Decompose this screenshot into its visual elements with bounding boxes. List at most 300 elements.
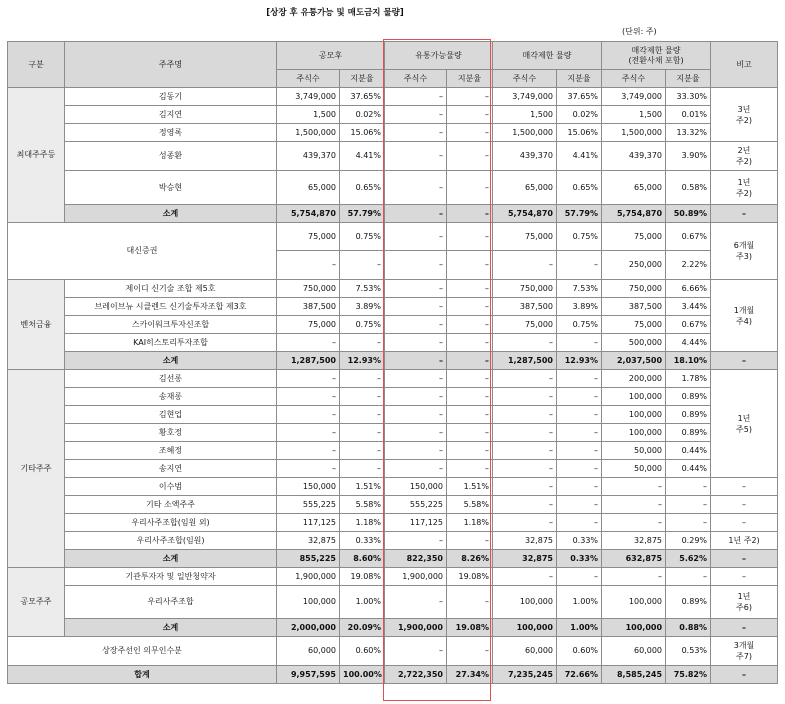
- holder-name: 김동기: [65, 88, 277, 106]
- table-row: [8, 280, 778, 298]
- restricted-cb-shares-cell: 100,000: [602, 406, 666, 424]
- table-row: [8, 334, 778, 352]
- tradable-shares-cell: –: [385, 223, 447, 251]
- tradable-shares-cell: –: [385, 298, 447, 316]
- restricted-cb-ratio-cell: 13.32%: [666, 124, 711, 142]
- table-row: [8, 106, 778, 124]
- holder-name: 우리사주조합(임원): [65, 532, 277, 550]
- after-ipo-shares-cell: 32,875: [277, 532, 340, 550]
- holder-name: 브레이브뉴 시클렌드 신기술투자조합 제3호: [65, 298, 277, 316]
- restricted-shares-cell: 75,000: [493, 316, 557, 334]
- after-ipo-shares-cell: 750,000: [277, 280, 340, 298]
- holder-name: 김선롱: [65, 370, 277, 388]
- unit-label: (단위: 주): [622, 27, 657, 36]
- tradable-ratio-cell: –: [447, 316, 493, 334]
- after-ipo-ratio-cell: 0.02%: [340, 106, 385, 124]
- restricted-shares-cell: –: [493, 370, 557, 388]
- restricted-cb-ratio-cell: 0.89%: [666, 586, 711, 619]
- restricted-cb-shares-cell: 75,000: [602, 223, 666, 251]
- subtotal-row: [8, 205, 778, 223]
- tradable-shares-cell: 1,900,000: [385, 619, 447, 637]
- restricted-cb-shares-cell: 100,000: [602, 619, 666, 637]
- tradable-shares-cell: 150,000: [385, 478, 447, 496]
- after-ipo-shares-cell: 1,287,500: [277, 352, 340, 370]
- restricted-shares-cell: 3,749,000: [493, 88, 557, 106]
- restricted-ratio-cell: 1.00%: [557, 586, 602, 619]
- group-label-public: 공모주주: [8, 568, 65, 637]
- holder-name: 성종환: [65, 142, 277, 171]
- table-row: [8, 424, 778, 442]
- restricted-shares-cell: –: [493, 496, 557, 514]
- restricted-cb-shares-cell: 2,037,500: [602, 352, 666, 370]
- restricted-cb-shares-cell: 250,000: [602, 251, 666, 280]
- restricted-cb-ratio-cell: 0.01%: [666, 106, 711, 124]
- tradable-shares-cell: –: [385, 352, 447, 370]
- restricted-ratio-cell: –: [557, 388, 602, 406]
- restricted-cb-ratio-cell: –: [666, 478, 711, 496]
- tradable-shares-cell: 2,722,350: [385, 666, 447, 684]
- after-ipo-ratio-cell: –: [340, 334, 385, 352]
- note-dash: –: [711, 478, 778, 496]
- restricted-cb-shares-cell: 32,875: [602, 532, 666, 550]
- header-after-ipo: 공모후: [277, 42, 385, 70]
- after-ipo-ratio-cell: 0.75%: [340, 223, 385, 251]
- after-ipo-ratio-cell: 15.06%: [340, 124, 385, 142]
- total-row: [8, 666, 778, 684]
- after-ipo-shares-cell: 65,000: [277, 171, 340, 205]
- after-ipo-ratio-cell: 5.58%: [340, 496, 385, 514]
- restricted-cb-ratio-cell: 0.89%: [666, 388, 711, 406]
- tradable-ratio-cell: 5.58%: [447, 496, 493, 514]
- holder-name: 송지연: [65, 460, 277, 478]
- table-row: [8, 124, 778, 142]
- restricted-shares-cell: –: [493, 334, 557, 352]
- restricted-ratio-cell: –: [557, 334, 602, 352]
- restricted-cb-ratio-cell: 5.62%: [666, 550, 711, 568]
- holder-daishin: 대신증권: [8, 223, 277, 280]
- holder-name: 송재롱: [65, 388, 277, 406]
- holder-name: 박승현: [65, 171, 277, 205]
- after-ipo-ratio-cell: 0.33%: [340, 532, 385, 550]
- restricted-cb-ratio-cell: 0.67%: [666, 223, 711, 251]
- holder-name: 조혜정: [65, 442, 277, 460]
- restricted-cb-ratio-cell: 18.10%: [666, 352, 711, 370]
- restricted-cb-ratio-cell: 1.78%: [666, 370, 711, 388]
- restricted-cb-shares-cell: –: [602, 478, 666, 496]
- after-ipo-shares-cell: 1,500: [277, 106, 340, 124]
- group-label-major: 최대주주등: [8, 88, 65, 223]
- note-dash: –: [711, 205, 778, 223]
- tradable-ratio-cell: 19.08%: [447, 568, 493, 586]
- restricted-shares-cell: 32,875: [493, 532, 557, 550]
- tradable-shares-cell: –: [385, 88, 447, 106]
- restricted-shares-cell: –: [493, 406, 557, 424]
- after-ipo-ratio-cell: 4.41%: [340, 142, 385, 171]
- after-ipo-shares-cell: 60,000: [277, 637, 340, 666]
- tradable-ratio-cell: 8.26%: [447, 550, 493, 568]
- restricted-ratio-cell: 7.53%: [557, 280, 602, 298]
- tradable-shares-cell: –: [385, 388, 447, 406]
- table-row: [8, 171, 778, 205]
- tradable-ratio-cell: –: [447, 586, 493, 619]
- restricted-shares-cell: 65,000: [493, 171, 557, 205]
- restricted-cb-shares-cell: 750,000: [602, 280, 666, 298]
- restricted-ratio-cell: 0.65%: [557, 171, 602, 205]
- after-ipo-shares-cell: –: [277, 442, 340, 460]
- after-ipo-ratio-cell: 100.00%: [340, 666, 385, 684]
- tradable-ratio-cell: –: [447, 124, 493, 142]
- tradable-shares-cell: –: [385, 171, 447, 205]
- after-ipo-shares-cell: –: [277, 406, 340, 424]
- restricted-shares-cell: 5,754,870: [493, 205, 557, 223]
- restricted-ratio-cell: 0.02%: [557, 106, 602, 124]
- restricted-shares-cell: –: [493, 388, 557, 406]
- subtotal-row: [8, 619, 778, 637]
- subtotal-row: [8, 352, 778, 370]
- restricted-shares-cell: –: [493, 478, 557, 496]
- total-label: 합계: [8, 666, 277, 684]
- restricted-cb-shares-cell: 100,000: [602, 424, 666, 442]
- after-ipo-ratio-cell: –: [340, 460, 385, 478]
- after-ipo-shares-cell: 3,749,000: [277, 88, 340, 106]
- tradable-shares-cell: –: [385, 532, 447, 550]
- restricted-cb-ratio-cell: 0.29%: [666, 532, 711, 550]
- header-restricted-cb: [602, 42, 711, 70]
- restricted-cb-shares-cell: 1,500: [602, 106, 666, 124]
- tradable-shares-cell: –: [385, 370, 447, 388]
- after-ipo-ratio-cell: 1.51%: [340, 478, 385, 496]
- after-ipo-shares-cell: –: [277, 334, 340, 352]
- after-ipo-shares-cell: 855,225: [277, 550, 340, 568]
- table-row: [8, 586, 778, 619]
- tradable-ratio-cell: –: [447, 352, 493, 370]
- restricted-shares-cell: 75,000: [493, 223, 557, 251]
- restricted-cb-shares-cell: –: [602, 514, 666, 532]
- restricted-cb-ratio-cell: 0.89%: [666, 424, 711, 442]
- restricted-shares-cell: –: [493, 568, 557, 586]
- after-ipo-ratio-cell: 0.75%: [340, 316, 385, 334]
- after-ipo-shares-cell: –: [277, 460, 340, 478]
- subtotal-label: 소계: [65, 619, 277, 637]
- table-row: [8, 478, 778, 496]
- subtotal-label: 소계: [65, 205, 277, 223]
- restricted-cb-ratio-cell: 0.44%: [666, 442, 711, 460]
- restricted-cb-shares-cell: 500,000: [602, 334, 666, 352]
- restricted-shares-cell: –: [493, 460, 557, 478]
- restricted-ratio-cell: 0.33%: [557, 550, 602, 568]
- note-cell: 3년 주2): [711, 88, 778, 142]
- table-row: [8, 637, 778, 666]
- after-ipo-shares-cell: 100,000: [277, 586, 340, 619]
- after-ipo-ratio-cell: 0.60%: [340, 637, 385, 666]
- after-ipo-ratio-cell: –: [340, 251, 385, 280]
- tradable-ratio-cell: –: [447, 460, 493, 478]
- holder-name: 제이디 신기술 조합 제5호: [65, 280, 277, 298]
- restricted-shares-cell: –: [493, 424, 557, 442]
- header-row-1: [8, 42, 778, 70]
- after-ipo-shares-cell: 555,225: [277, 496, 340, 514]
- after-ipo-ratio-cell: 1.00%: [340, 586, 385, 619]
- after-ipo-ratio-cell: –: [340, 442, 385, 460]
- note-cell: 3개월 주7): [711, 637, 778, 666]
- note-dash: –: [711, 514, 778, 532]
- restricted-ratio-cell: –: [557, 496, 602, 514]
- restricted-cb-ratio-cell: 0.67%: [666, 316, 711, 334]
- table-row: [8, 568, 778, 586]
- restricted-cb-shares-cell: 65,000: [602, 171, 666, 205]
- table-row: [8, 496, 778, 514]
- header-ratio: 지분율: [447, 70, 493, 88]
- after-ipo-ratio-cell: –: [340, 406, 385, 424]
- note-dash: –: [711, 496, 778, 514]
- restricted-cb-shares-cell: 50,000: [602, 460, 666, 478]
- table-row: [8, 460, 778, 478]
- after-ipo-ratio-cell: 57.79%: [340, 205, 385, 223]
- restricted-cb-ratio-cell: –: [666, 514, 711, 532]
- tradable-shares-cell: 1,900,000: [385, 568, 447, 586]
- restricted-shares-cell: 1,287,500: [493, 352, 557, 370]
- tradable-ratio-cell: –: [447, 171, 493, 205]
- tradable-ratio-cell: 19.08%: [447, 619, 493, 637]
- after-ipo-ratio-cell: 8.60%: [340, 550, 385, 568]
- restricted-ratio-cell: –: [557, 406, 602, 424]
- header-shares: 주식수: [493, 70, 557, 88]
- restricted-cb-shares-cell: 387,500: [602, 298, 666, 316]
- table-row: [8, 298, 778, 316]
- restricted-shares-cell: –: [493, 514, 557, 532]
- note-dash: –: [711, 619, 778, 637]
- after-ipo-ratio-cell: 3.89%: [340, 298, 385, 316]
- note-cell: 2년 주2): [711, 142, 778, 171]
- restricted-shares-cell: 32,875: [493, 550, 557, 568]
- restricted-cb-ratio-cell: 4.44%: [666, 334, 711, 352]
- header-group: 구분: [8, 42, 65, 88]
- header-shares: 주식수: [385, 70, 447, 88]
- after-ipo-shares-cell: 150,000: [277, 478, 340, 496]
- restricted-shares-cell: 60,000: [493, 637, 557, 666]
- tradable-ratio-cell: –: [447, 388, 493, 406]
- table-title: [상장 후 유통가능 및 매도금지 물량]: [266, 8, 404, 18]
- restricted-cb-shares-cell: 439,370: [602, 142, 666, 171]
- holder-name: 스카이워크투자신조합: [65, 316, 277, 334]
- after-ipo-shares-cell: 387,500: [277, 298, 340, 316]
- table-row: [8, 142, 778, 171]
- restricted-cb-shares-cell: 1,500,000: [602, 124, 666, 142]
- header-restricted-cb-line2: (전환사채 포함): [628, 55, 684, 65]
- note-cell: 1년 주2): [711, 171, 778, 205]
- tradable-ratio-cell: –: [447, 334, 493, 352]
- restricted-shares-cell: 7,235,245: [493, 666, 557, 684]
- after-ipo-ratio-cell: –: [340, 424, 385, 442]
- restricted-shares-cell: 387,500: [493, 298, 557, 316]
- restricted-ratio-cell: 0.33%: [557, 532, 602, 550]
- after-ipo-shares-cell: 1,500,000: [277, 124, 340, 142]
- restricted-cb-ratio-cell: –: [666, 568, 711, 586]
- restricted-cb-shares-cell: 100,000: [602, 388, 666, 406]
- tradable-shares-cell: –: [385, 637, 447, 666]
- after-ipo-shares-cell: 75,000: [277, 223, 340, 251]
- after-ipo-shares-cell: 5,754,870: [277, 205, 340, 223]
- table-row: [8, 442, 778, 460]
- restricted-cb-ratio-cell: 0.89%: [666, 406, 711, 424]
- tradable-ratio-cell: –: [447, 205, 493, 223]
- restricted-ratio-cell: 1.00%: [557, 619, 602, 637]
- tradable-shares-cell: –: [385, 442, 447, 460]
- tradable-shares-cell: –: [385, 334, 447, 352]
- restricted-cb-ratio-cell: 75.82%: [666, 666, 711, 684]
- header-shares: 주식수: [602, 70, 666, 88]
- restricted-shares-cell: 750,000: [493, 280, 557, 298]
- header-ratio: 지분율: [557, 70, 602, 88]
- subtotal-row: [8, 550, 778, 568]
- after-ipo-shares-cell: 439,370: [277, 142, 340, 171]
- tradable-ratio-cell: –: [447, 424, 493, 442]
- tradable-ratio-cell: –: [447, 406, 493, 424]
- restricted-cb-ratio-cell: 0.53%: [666, 637, 711, 666]
- restricted-ratio-cell: –: [557, 251, 602, 280]
- table-row: [8, 388, 778, 406]
- tradable-shares-cell: 822,350: [385, 550, 447, 568]
- tradable-shares-cell: –: [385, 280, 447, 298]
- subtotal-label: 소계: [65, 550, 277, 568]
- tradable-shares-cell: –: [385, 142, 447, 171]
- restricted-cb-ratio-cell: –: [666, 496, 711, 514]
- restricted-shares-cell: –: [493, 442, 557, 460]
- holder-name: 김현업: [65, 406, 277, 424]
- after-ipo-ratio-cell: –: [340, 370, 385, 388]
- tradable-ratio-cell: –: [447, 298, 493, 316]
- tradable-ratio-cell: –: [447, 532, 493, 550]
- note-cell: 1개월 주4): [711, 280, 778, 352]
- restricted-ratio-cell: –: [557, 514, 602, 532]
- shareholding-table: [7, 41, 778, 684]
- tradable-shares-cell: –: [385, 460, 447, 478]
- restricted-ratio-cell: –: [557, 424, 602, 442]
- table-row: [8, 370, 778, 388]
- restricted-cb-shares-cell: 60,000: [602, 637, 666, 666]
- header-shares: 주식수: [277, 70, 340, 88]
- after-ipo-ratio-cell: 7.53%: [340, 280, 385, 298]
- after-ipo-shares-cell: 117,125: [277, 514, 340, 532]
- tradable-shares-cell: –: [385, 316, 447, 334]
- restricted-shares-cell: 100,000: [493, 586, 557, 619]
- tradable-ratio-cell: –: [447, 442, 493, 460]
- after-ipo-ratio-cell: 19.08%: [340, 568, 385, 586]
- table-row: [8, 316, 778, 334]
- restricted-cb-shares-cell: 5,754,870: [602, 205, 666, 223]
- restricted-cb-ratio-cell: 3.90%: [666, 142, 711, 171]
- tradable-ratio-cell: –: [447, 142, 493, 171]
- holder-name: 우리사주조합: [65, 586, 277, 619]
- table-row: [8, 514, 778, 532]
- holder-name: 우리사주조합(임원 외): [65, 514, 277, 532]
- restricted-cb-shares-cell: 50,000: [602, 442, 666, 460]
- tradable-shares-cell: –: [385, 124, 447, 142]
- restricted-shares-cell: 439,370: [493, 142, 557, 171]
- restricted-ratio-cell: –: [557, 568, 602, 586]
- restricted-shares-cell: 1,500,000: [493, 124, 557, 142]
- tradable-ratio-cell: –: [447, 280, 493, 298]
- tradable-shares-cell: –: [385, 251, 447, 280]
- after-ipo-ratio-cell: –: [340, 388, 385, 406]
- table-row: [8, 88, 778, 106]
- after-ipo-ratio-cell: 12.93%: [340, 352, 385, 370]
- tradable-shares-cell: –: [385, 205, 447, 223]
- header-restricted: 매각제한 물량: [493, 42, 602, 70]
- restricted-cb-ratio-cell: 2.22%: [666, 251, 711, 280]
- after-ipo-ratio-cell: 20.09%: [340, 619, 385, 637]
- table-row: [8, 532, 778, 550]
- after-ipo-shares-cell: –: [277, 388, 340, 406]
- note-dash: –: [711, 666, 778, 684]
- restricted-cb-ratio-cell: 3.44%: [666, 298, 711, 316]
- tradable-ratio-cell: –: [447, 251, 493, 280]
- restricted-ratio-cell: 12.93%: [557, 352, 602, 370]
- holder-name: 정영록: [65, 124, 277, 142]
- tradable-ratio-cell: –: [447, 370, 493, 388]
- tradable-ratio-cell: –: [447, 106, 493, 124]
- header-restricted-cb-line1: 매각제한 물량: [631, 45, 681, 55]
- note-dash: –: [711, 550, 778, 568]
- restricted-cb-shares-cell: 632,875: [602, 550, 666, 568]
- restricted-ratio-cell: 4.41%: [557, 142, 602, 171]
- restricted-cb-ratio-cell: 0.44%: [666, 460, 711, 478]
- after-ipo-shares-cell: 75,000: [277, 316, 340, 334]
- after-ipo-ratio-cell: 1.18%: [340, 514, 385, 532]
- holder-name: KAI히스토리투자조합: [65, 334, 277, 352]
- holder-name: 황호정: [65, 424, 277, 442]
- note-cell: 1년 주6): [711, 586, 778, 619]
- restricted-ratio-cell: –: [557, 370, 602, 388]
- restricted-shares-cell: –: [493, 251, 557, 280]
- restricted-ratio-cell: 15.06%: [557, 124, 602, 142]
- note-cell: 1년 주2): [711, 532, 778, 550]
- after-ipo-ratio-cell: 0.65%: [340, 171, 385, 205]
- restricted-cb-shares-cell: 8,585,245: [602, 666, 666, 684]
- restricted-cb-shares-cell: 200,000: [602, 370, 666, 388]
- restricted-cb-shares-cell: 75,000: [602, 316, 666, 334]
- restricted-cb-ratio-cell: 33.30%: [666, 88, 711, 106]
- tradable-shares-cell: –: [385, 106, 447, 124]
- tradable-ratio-cell: 27.34%: [447, 666, 493, 684]
- restricted-ratio-cell: 0.75%: [557, 223, 602, 251]
- tradable-ratio-cell: 1.18%: [447, 514, 493, 532]
- restricted-ratio-cell: –: [557, 460, 602, 478]
- tradable-shares-cell: 117,125: [385, 514, 447, 532]
- holder-underwriter: 상장주선인 의무인수분: [8, 637, 277, 666]
- restricted-ratio-cell: –: [557, 442, 602, 460]
- header-tradable: 유통가능물량: [385, 42, 493, 70]
- restricted-cb-shares-cell: –: [602, 496, 666, 514]
- restricted-shares-cell: 1,500: [493, 106, 557, 124]
- tradable-shares-cell: 555,225: [385, 496, 447, 514]
- restricted-ratio-cell: 37.65%: [557, 88, 602, 106]
- table-row: [8, 223, 778, 251]
- after-ipo-shares-cell: 1,900,000: [277, 568, 340, 586]
- restricted-cb-shares-cell: 3,749,000: [602, 88, 666, 106]
- after-ipo-shares-cell: 2,000,000: [277, 619, 340, 637]
- restricted-cb-ratio-cell: 50.89%: [666, 205, 711, 223]
- after-ipo-shares-cell: –: [277, 424, 340, 442]
- header-note: 비고: [711, 42, 778, 88]
- header-holder: 주주명: [65, 42, 277, 88]
- restricted-ratio-cell: 3.89%: [557, 298, 602, 316]
- tradable-shares-cell: –: [385, 406, 447, 424]
- after-ipo-shares-cell: 9,957,595: [277, 666, 340, 684]
- restricted-cb-shares-cell: –: [602, 568, 666, 586]
- holder-name: 이수범: [65, 478, 277, 496]
- tradable-ratio-cell: –: [447, 223, 493, 251]
